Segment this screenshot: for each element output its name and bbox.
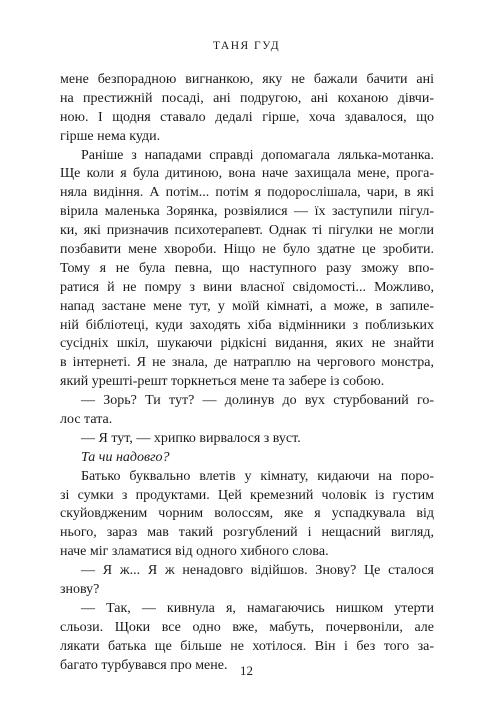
text-line: гірше нема куди. bbox=[60, 128, 161, 144]
text-line: — Я тут, — хрипко вирвалося з вуст. bbox=[81, 430, 301, 446]
text-line: — Я ж... Я ж ненадовго відійшов. Знову? Це сталося bbox=[81, 563, 434, 579]
body-text bbox=[60, 71, 434, 676]
text-line: ратися й не помру з вини власної свідомості... Можливо, bbox=[60, 279, 434, 295]
text-line: Та чи надовго? bbox=[81, 449, 170, 465]
text-line: на престижній посаді, ані подругою, ані коханою дівчи- bbox=[60, 90, 434, 106]
text-line: скуйовдженим чорним волоссям, яке я успадкувала від bbox=[60, 506, 434, 522]
text-line: лякати батька ще більше не хотілося. Він і без того за- bbox=[60, 638, 434, 654]
text-line: сльози. Щоки все одно вже, мабуть, почервоніли, але bbox=[60, 619, 434, 635]
text-line: няла видіння. А потім... потім я подорослішала, чари, в які bbox=[60, 185, 434, 201]
text-line: наче міг зламатися від одного хибного слова. bbox=[60, 544, 329, 560]
running-head: ТАНЯ ГУД bbox=[212, 40, 281, 52]
text-line: ки, які призначив психотерапевт. Однак ті пігулки не могли bbox=[60, 223, 434, 239]
text-line: сусідніх шкіл, шукаючи рідкісні видання, яких не знайти bbox=[60, 336, 434, 352]
text-line: знову? bbox=[60, 582, 100, 598]
text-line: — Зорь? Ти тут? — долинув до вух стурбований го- bbox=[81, 393, 434, 409]
text-line: ній бібліотеці, куди заходять хіба відмінники з поблизьких bbox=[60, 317, 434, 333]
text-line: позбавити мене хвороби. Ніщо не було здатне це зробити. bbox=[60, 242, 434, 258]
text-line: багато турбувався про мене. bbox=[60, 657, 228, 673]
text-line: Раніше з нападами справді допомагала лялька-мотанка. bbox=[81, 147, 434, 163]
text-line: Ще коли я була дитиною, вона наче захищала мене, прога- bbox=[60, 166, 434, 182]
text-line: напад застане мене тут, у моїй кімнаті, а може, в запиле- bbox=[60, 298, 434, 314]
text-line: зі сумки з продуктами. Цей кремезний чоловік із густим bbox=[60, 487, 434, 503]
text-line: Тому я не була певна, що наступного разу зможу впо- bbox=[60, 260, 434, 276]
text-line: лос тата. bbox=[60, 412, 113, 428]
text-line: вірила маленька Зорянка, розвіялися — їх заступили пігул- bbox=[60, 204, 434, 220]
text-line: який урешті-решт торкнеться мене та забере із собою. bbox=[60, 374, 385, 390]
text-line: ною. І щодня ставало дедалі гірше, хоча здавалося, що bbox=[60, 109, 434, 125]
text-line: в інтернеті. Я не знала, де натраплю на чергового монстра, bbox=[60, 355, 434, 371]
page-number: 12 bbox=[240, 663, 253, 678]
text-line: — Так, — кивнула я, намагаючись нишком утерти bbox=[81, 600, 434, 616]
text-line: мене безпорадною вигнанкою, яку не бажали бачити ані bbox=[60, 72, 434, 87]
text-line: нього, зараз мав такий розгублений і нещасний вигляд, bbox=[60, 525, 434, 541]
text-line: Батько буквально влетів у кімнату, кидаючи на поро- bbox=[81, 468, 434, 484]
